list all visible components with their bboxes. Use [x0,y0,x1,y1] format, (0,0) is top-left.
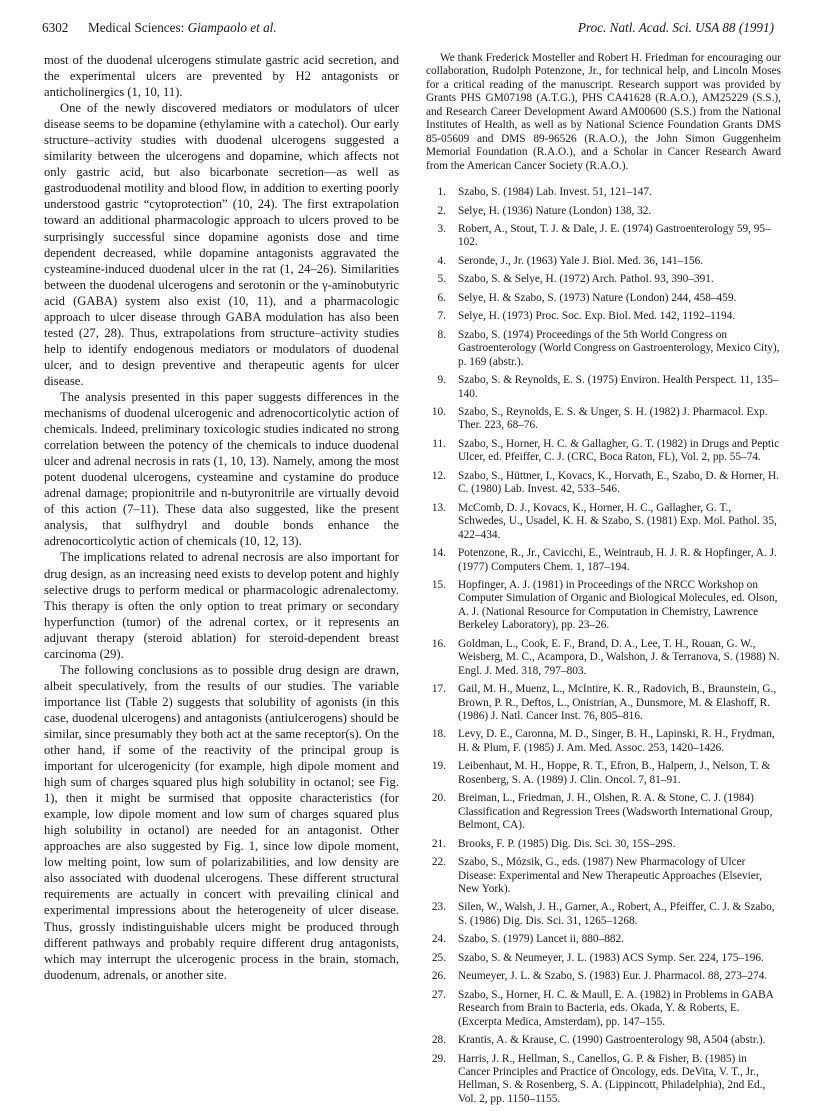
reference-number: 28. [431,1034,446,1047]
reference-number: 29. [431,1052,446,1065]
reference-item [426,205,781,218]
reference-text: Szabo, S., Horner, H. C. & Maull, E. A. (1982) in Problems in GABA Research from Brain to Bacteria, eds. Okada, Y. & Roberts, E. (Excerpta Medica, Amsterdam), pp. 147–155. [458,988,774,1028]
reference-number: 2. [437,204,446,217]
reference-number: 25. [431,951,446,964]
left-column [44,52,399,983]
body-paragraph: The implications related to adrenal necrosis are also important for drug design, as an increasing need exists to develop potent and highly selective drugs to perform medical or pharmacologic adrenalectomy. This therapy is often the only option to treat primary or secondary hyperfunction (tumor) of the adrenal cortex, or it represents an adjuvant therapy (steroid ablation) for steroid-dependent breast carcinoma (29). [44,550,399,661]
reference-item [426,952,781,965]
reference-item [426,438,781,465]
page-number: 6302 [42,20,69,35]
reference-item [426,792,781,832]
reference-item [426,406,781,433]
reference-number: 12. [431,469,446,482]
reference-text: Szabo, S. (1984) Lab. Invest. 51, 121–147. [458,186,652,199]
reference-item [426,255,781,268]
reference-number: 10. [431,405,446,418]
reference-number: 15. [431,578,446,591]
reference-text: Harris, J. R., Hellman, S., Canellos, G. P. & Fisher, B. (1985) in Cancer Principles and Practice of Oncology, eds. DeVita, V. T., Jr., Hellman, S. & Rosenberg, S. A. (Lippincott, Philadelphia), 2nd Ed., Vol. 2, pp. 1150–1155. [458,1052,766,1105]
reference-text: Hopfinger, A. J. (1981) in Proceedings of the NRCC Workshop on Computer Simulation of Organic and Biological Molecules, ed. Olson, A. J. (National Resource for Computation in Chemistry, Lawrence Berkeley Laboratory), pp. 23–26. [458,578,778,632]
reference-item [426,547,781,574]
reference-text: Szabo, S., Horner, H. C. & Gallagher, G. T. (1982) in Drugs and Peptic Ulcer, ed. Pfeiffer, C. J. (CRC, Boca Raton, FL), Vol. 2, pp. 55–74. [458,437,780,464]
reference-item [426,728,781,755]
reference-text: Gail, M. H., Muenz, L., McIntire, K. R., Radovich, B., Braunstein, G., Brown, P. R., Deftos, L., Onistrian, A., Dunsmore, M. & Elashoff, R. (1986) J. Natl. Cancer Inst. 76, 805–816. [458,683,777,723]
reference-item [426,470,781,497]
reference-text: Krantis, A. & Krause, C. (1990) Gastroenterology 98, A504 (abstr.). [458,1034,766,1047]
reference-item [426,273,781,286]
reference-text: Brooks, F. P. (1985) Dig. Dis. Sci. 30, 15S–29S. [458,837,676,850]
body-paragraph: The analysis presented in this paper suggests differences in the mechanisms of duodenal ulcerogenic and adrenocorticolytic action of chemicals. Indeed, preliminary toxicologic studies indicated no strong correlation between the potency of the chemicals to induce duodenal ulcer and adrenal necrosis in rats (1, 10, 13). Namely, among the most potent duodenal ulcerogens, cysteamine and cystamine do produce adrenal damage; propionitrile and n-butyronitrile are virtually devoid of this action (7–11). These data also suggested, like the present analysis, that sulfhydryl and double bonds enhance the adrenocorticolytic action of chemicals (10, 12, 13). [44,389,399,549]
reference-text: Szabo, S. & Selye, H. (1972) Arch. Pathol. 93, 390–391. [458,273,714,286]
reference-item [426,638,781,678]
reference-text: Robert, A., Stout, T. J. & Dale, J. E. (1974) Gastroenterology 59, 95–102. [458,222,771,249]
reference-item [426,374,781,401]
journal-citation: Proc. Natl. Acad. Sci. USA 88 (1991) [577,20,774,35]
reference-number: 3. [437,222,446,235]
reference-text: Szabo, S., Reynolds, E. S. & Unger, S. H. (1982) J. Pharmacol. Exp. Ther. 223, 68–76. [458,405,768,432]
reference-text: Szabo, S., Hüttner, I., Kovacs, K., Horvath, E., Szabo, D. & Horner, H. C. (1980) Lab. Invest. 42, 533–546. [458,469,779,496]
reference-text: Levy, D. E., Caronna, M. D., Singer, B. H., Lapinski, R. H., Frydman, H. & Plum, F. (1985) J. Am. Med. Assoc. 253, 1420–1426. [458,728,775,754]
running-title [88,20,277,36]
reference-item [426,310,781,323]
reference-list [426,186,781,1106]
reference-number: 4. [437,254,446,267]
reference-item [426,838,781,851]
reference-item [426,933,781,946]
author-label: Giampaolo et al. [187,20,277,35]
reference-item [426,989,781,1029]
reference-number: 20. [431,792,446,805]
reference-number: 14. [431,547,446,560]
reference-item [426,683,781,723]
reference-text: Szabo, S. (1979) Lancet ii, 880–882. [458,933,624,946]
reference-item [426,292,781,305]
reference-item [426,502,781,542]
reference-item [426,186,781,199]
running-header [42,20,774,42]
reference-item [426,1053,781,1107]
reference-item [426,223,781,250]
reference-text: Seronde, J., Jr. (1963) Yale J. Biol. Med. 36, 141–156. [458,254,704,267]
section-label: Medical Sciences: [88,20,185,35]
reference-text: Breiman, L., Friedman, J. H., Olshen, R. A. & Stone, C. J. (1984) Classification and Regression Trees (Wadsworth International Group, Belmont, CA). [458,792,773,832]
reference-number: 19. [431,760,446,773]
reference-text: Neumeyer, J. L. & Szabo, S. (1983) Eur. J. Pharmacol. 88, 273–274. [458,970,768,983]
reference-number: 26. [431,970,446,983]
body-paragraph: most of the duodenal ulcerogens stimulate gastric acid secretion, and the experimental ulcers are prevented by H2 antagonists or anticholinergics (1, 10, 11). [44,53,399,100]
reference-number: 17. [431,683,446,696]
reference-item [426,970,781,983]
body-paragraph: One of the newly discovered mediators or modulators of ulcer disease seems to be dopamine (ethylamine with a catechol). Our early structure–activity studies with duodenal ulcerogens suggested a similarity between the ulcerogens and dopamine, which affects not only gastric acid, but also bicarbonate secretion—as well as gastroduodenal motility and blood flow, in addition to exerting poorly understood gastric “cytoprotection” (10, 24). The first extrapolation toward an additional pharmacologic approach to ulcers proved to be surprisingly successful since dopamine agonists dose and time dependent decreased, while dopamine antagonists aggravated the cysteamine-induced duodenal ulcer in the rat (1, 24–26). Similarities between the duodenal ulcerogens and serotonin or the γ-aminobutyric acid (GABA) system also exist (10, 11), and a pharmacologic approach to ulcer disease through GABA modulation has also been tested (27, 28). Thus, extrapolations from structure–activity studies help to identify endogenous mediators or modulators of duodenal ulcer, and to design preventive and therapeutic agents for ulcer disease. [44,101,399,388]
reference-number: 27. [431,988,446,1001]
reference-item [426,579,781,633]
reference-text: Leibenhaut, M. H., Hoppe, R. T., Efron, B., Halpern, J., Nelson, T. & Rosenberg, S. A. (1989) J. Clin. Oncol. 7, 81–91. [458,760,771,786]
reference-number: 9. [437,374,446,387]
reference-item [426,760,781,787]
reference-number: 13. [431,501,446,514]
reference-text: Szabo, S., Mózsik, G., eds. (1987) New Pharmacology of Ulcer Disease: Experimental and New Therapeutic Approaches (Elsevier, New York). [458,856,762,896]
reference-item [426,901,781,928]
reference-text: Selye, H. (1936) Nature (London) 138, 32. [458,204,652,217]
reference-item [426,1034,781,1047]
reference-number: 23. [431,901,446,914]
reference-text: McComb, D. J., Kovacs, K., Horner, H. C., Gallagher, G. T., Schwedes, U., Usadel, K. H. & Szabo, S. (1981) Exp. Mol. Pathol. 35, 422–434. [458,501,777,541]
reference-item [426,329,781,369]
body-paragraph: The following conclusions as to possible drug design are drawn, albeit speculatively, from the results of our studies. The variable importance list (Table 2) suggests that solubility of agonists (in this case, duodenal ulcerogens) and antagonists (antiulcerogens) should be similar, since presumably they both act at the same receptor(s). On the other hand, if some of the reactivity of the principal group is important for ulcerogenicity (for example, high dipole moment and high sum of charges squared plus high solubility in octanol; see Fig. 1), then it might be surmised that opposite characteristics (for example, low dipole moment and low sum of charges squared plus high solubility in octanol) are needed for an antagonist. Other approaches are also suggested by Fig. 1, since low dipole moment, low melting point, low sum of polarizabilities, and low density are also associated with duodenal ulcerogens. These different structural requirements are actually in concert with prevailing clinical and experimental impressions about the heterogeneity of ulcer disease. Thus, grossly indistinguishable ulcers might be produced through different pathways and probably require different drug antagonists, which may interrupt the ulcerogenic process in the brain, stomach, duodenum, adrenals, or another site. [44,662,399,982]
reference-item [426,856,781,896]
reference-text: Szabo, S. (1974) Proceedings of the 5th World Congress on Gastroenterology (World Congress on Gastroenterology, Mexico City), p. 169 (abstr.). [458,328,780,368]
reference-text: Szabo, S. & Neumeyer, J. L. (1983) ACS Symp. Ser. 224, 175–196. [458,951,764,964]
reference-text: Goldman, L., Cook, E. F., Brand, D. A., Lee, T. H., Rouan, G. W., Weisberg, M. C., Acampora, D., Walshon, J. & Terranova, S. (1988) N. Engl. J. Med. 318, 797–803. [458,637,780,677]
reference-number: 1. [437,186,446,199]
reference-number: 24. [431,933,446,946]
reference-text: Selye, H. & Szabo, S. (1973) Nature (London) 244, 458–459. [458,291,737,304]
reference-number: 18. [431,728,446,741]
reference-number: 8. [437,328,446,341]
right-column [426,52,781,1111]
reference-number: 21. [431,837,446,850]
reference-number: 22. [431,856,446,869]
reference-number: 6. [437,291,446,304]
acknowledgment: We thank Frederick Mosteller and Robert H. Friedman for encouraging our collaboration, Rudolph Potenzone, Jr., for technical help, and Lincoln Moses for a critical reading of the manuscript. Research support was provided by Grants PHS GM07198 (A.T.G.), PHS CA41628 (R.A.O.), AM25229 (S.S.), and Research Career Development Award AM00600 (S.S.) from the National Institutes of Health, as well as by National Science Foundation Grants DMS 85-05609 and DMS 89-96526 (R.A.O.), the John Simon Guggenheim Memorial Foundation (R.A.O.), and a Scholar in Cancer Research Award from the American Cancer Society (R.A.O.). [426,52,781,172]
reference-number: 7. [437,310,446,323]
reference-text: Selye, H. (1973) Proc. Soc. Exp. Biol. Med. 142, 1192–1194. [458,310,736,323]
reference-text: Potenzone, R., Jr., Cavicchi, E., Weintraub, H. J. R. & Hopfinger, A. J. (1977) Computers Chem. 1, 187–194. [458,547,777,573]
reference-number: 11. [432,437,446,450]
reference-text: Silen, W., Walsh, J. H., Garner, A., Robert, A., Pfeiffer, C. J. & Szabo, S. (1986) Dig. Dis. Sci. 31, 1265–1268. [458,901,775,927]
reference-text: Szabo, S. & Reynolds, E. S. (1975) Environ. Health Perspect. 11, 135–140. [458,374,779,400]
reference-number: 16. [431,637,446,650]
reference-number: 5. [437,273,446,286]
